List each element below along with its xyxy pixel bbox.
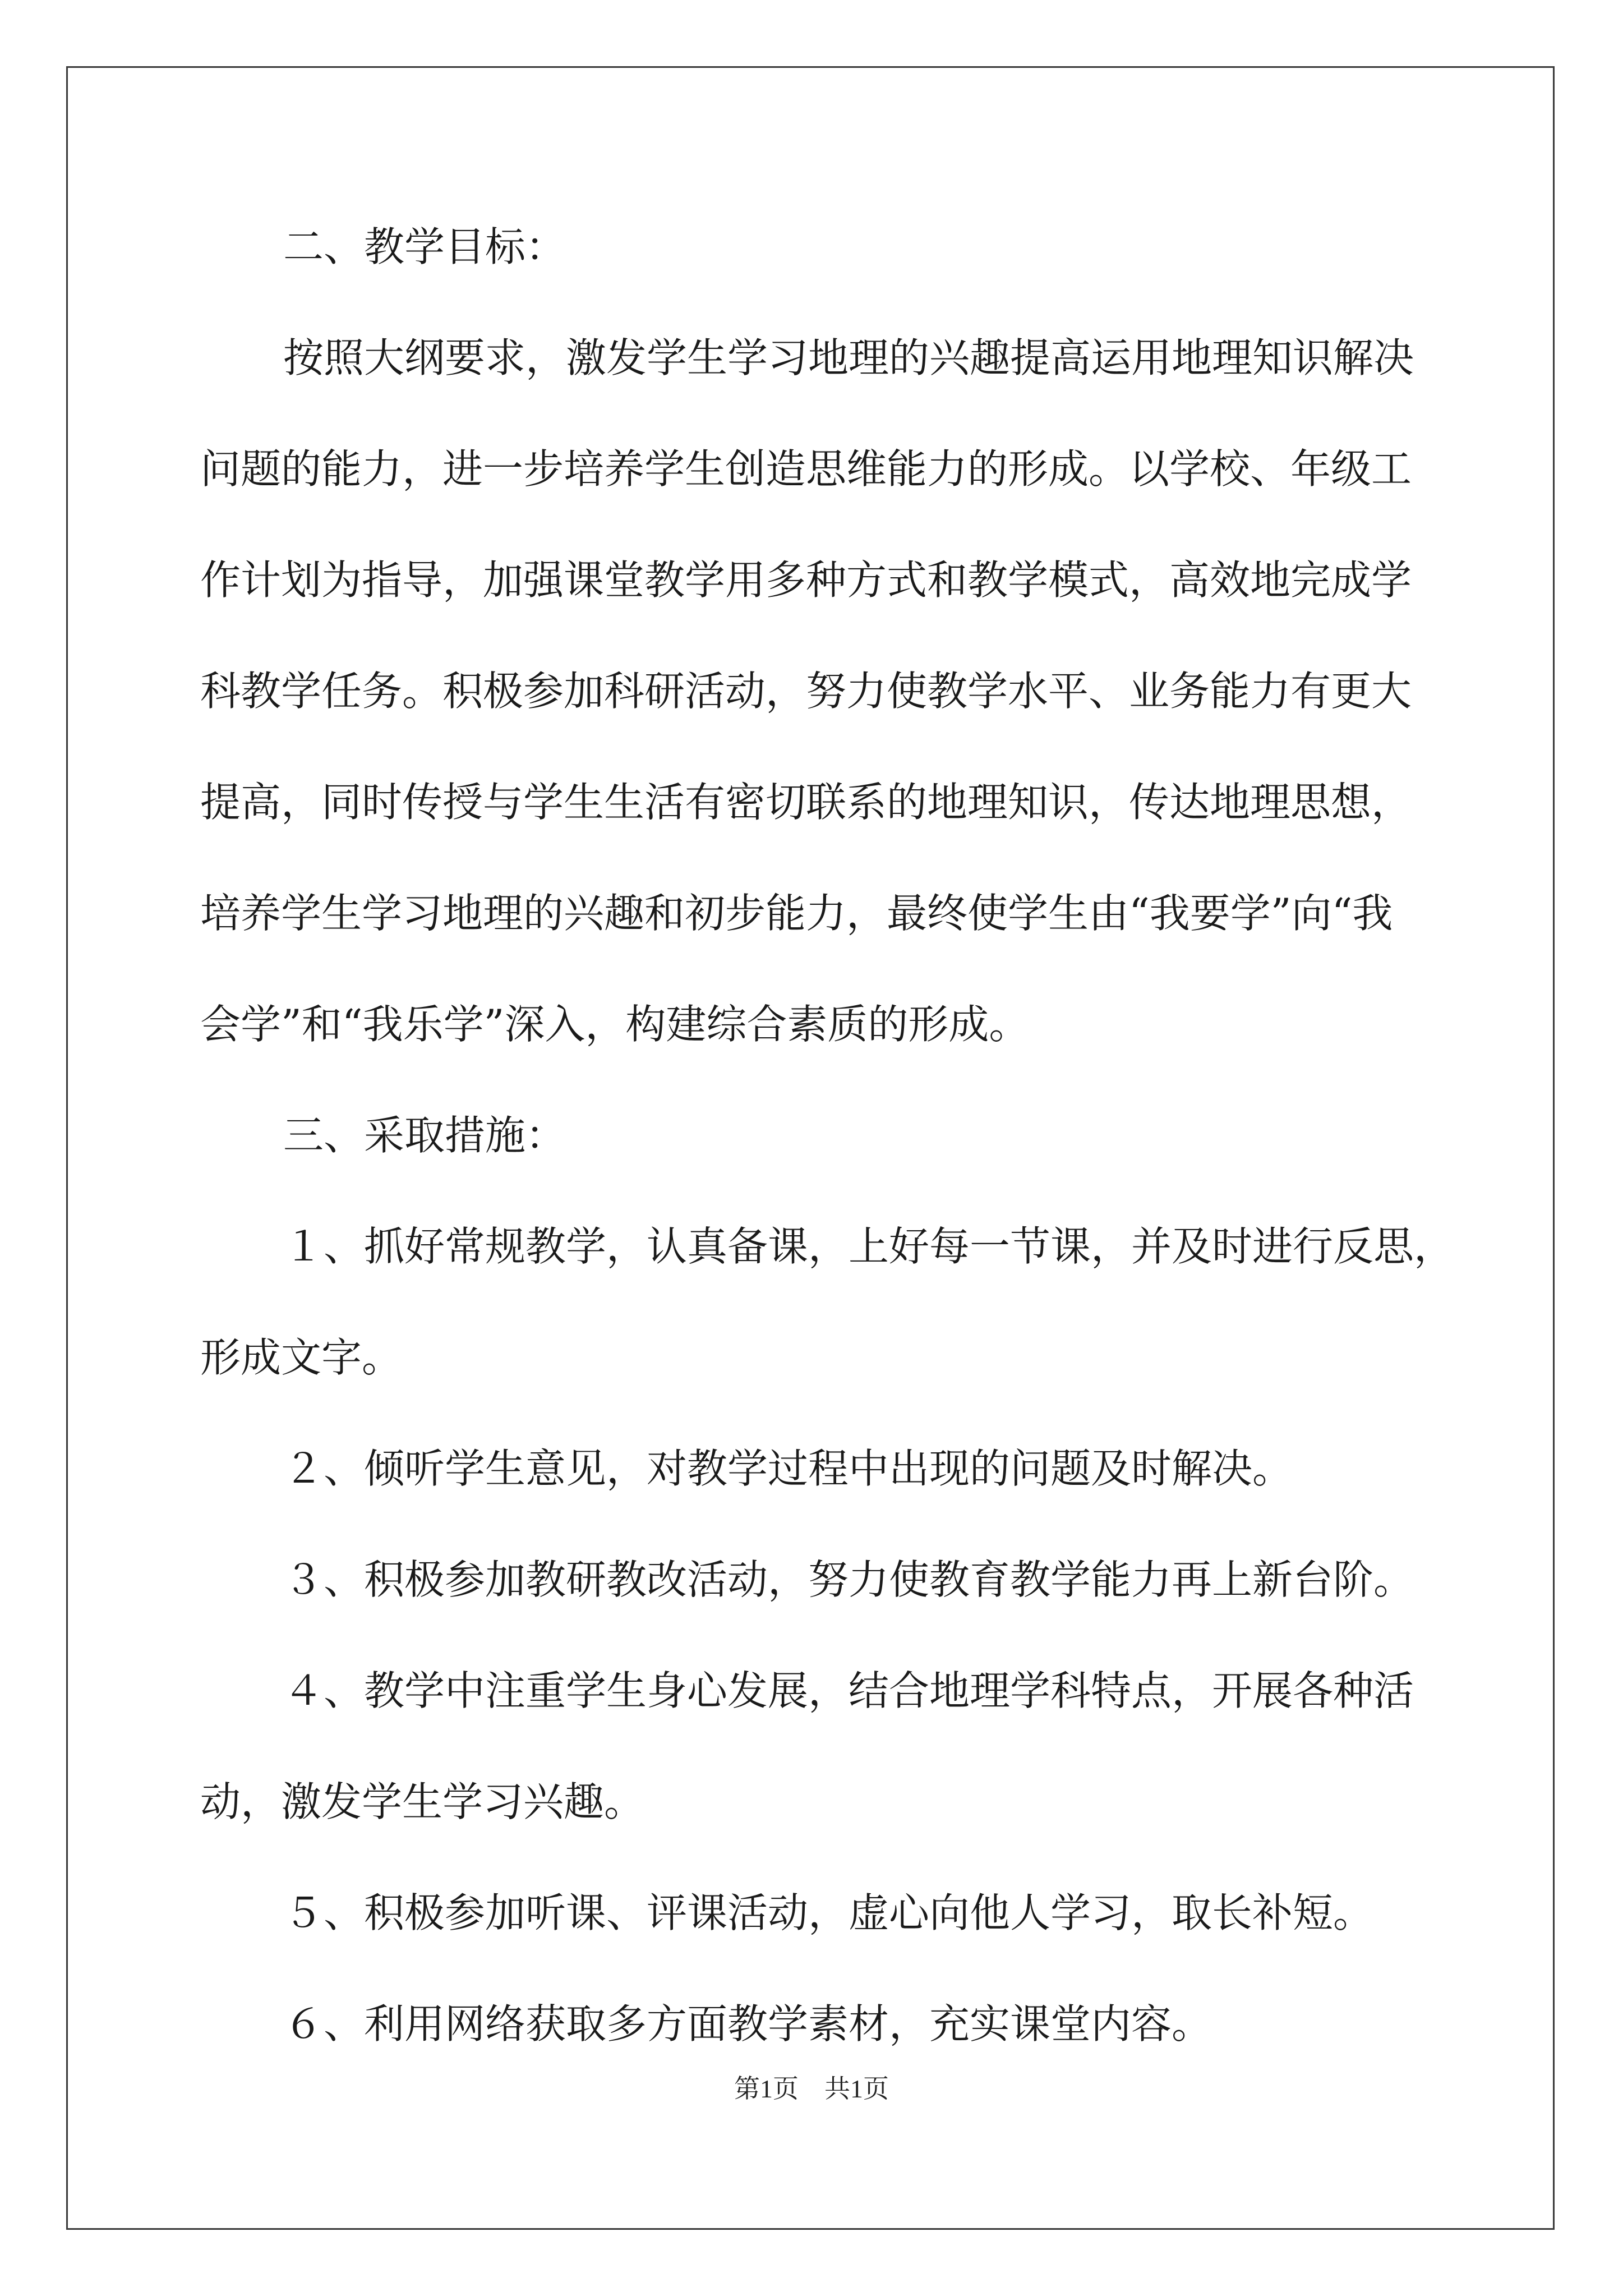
list-item-2: ２、倾听学生意见，对教学过程中出现的问题及时解决。 xyxy=(283,1445,1293,1492)
list-item-3: ３、积极参加教研教改活动，努力使教育教学能力再上新台阶。 xyxy=(283,1556,1414,1603)
paragraph-line: 提高，同时传授与学生生活有密切联系的地理知识，传达地理思想， xyxy=(200,779,1412,826)
page-number-footer: 第1页 共1页 xyxy=(734,2074,889,2103)
list-item-5: ５、积极参加听课、评课活动，虚心向他人学习，取长补短。 xyxy=(283,1889,1374,1936)
paragraph-line: 按照大纲要求，激发学生学习地理的兴趣提高运用地理知识解决 xyxy=(283,334,1414,381)
list-item-4-continuation: 动，激发学生学习兴趣。 xyxy=(200,1778,645,1825)
list-item-6: ６、利用网络获取多方面教学素材，充实课堂内容。 xyxy=(283,2000,1212,2047)
list-item-1: １、抓好常规教学，认真备课，上好每一节课，并及时进行反思， xyxy=(283,1223,1455,1270)
paragraph-line: 培养学生学习地理的兴趣和初步能力，最终使学生由“我要学”向“我 xyxy=(200,890,1393,937)
heading-teaching-objectives: 二、教学目标： xyxy=(283,223,566,270)
paragraph-line: 科教学任务。积极参加科研活动，努力使教学水平、业务能力有更大 xyxy=(200,668,1412,715)
paragraph-line: 作计划为指导，加强课堂教学用多种方式和教学模式，高效地完成学 xyxy=(200,556,1412,604)
paragraph-line: 会学”和“我乐学”深入，构建综合素质的形成。 xyxy=(200,1001,1030,1048)
heading-measures: 三、采取措施： xyxy=(283,1112,566,1159)
list-item-1-continuation: 形成文字。 xyxy=(200,1334,403,1381)
list-item-4: ４、教学中注重学生身心发展，结合地理学科特点，开展各种活 xyxy=(283,1667,1414,1714)
paragraph-line: 问题的能力，进一步培养学生创造思维能力的形成。以学校、年级工 xyxy=(200,445,1412,493)
